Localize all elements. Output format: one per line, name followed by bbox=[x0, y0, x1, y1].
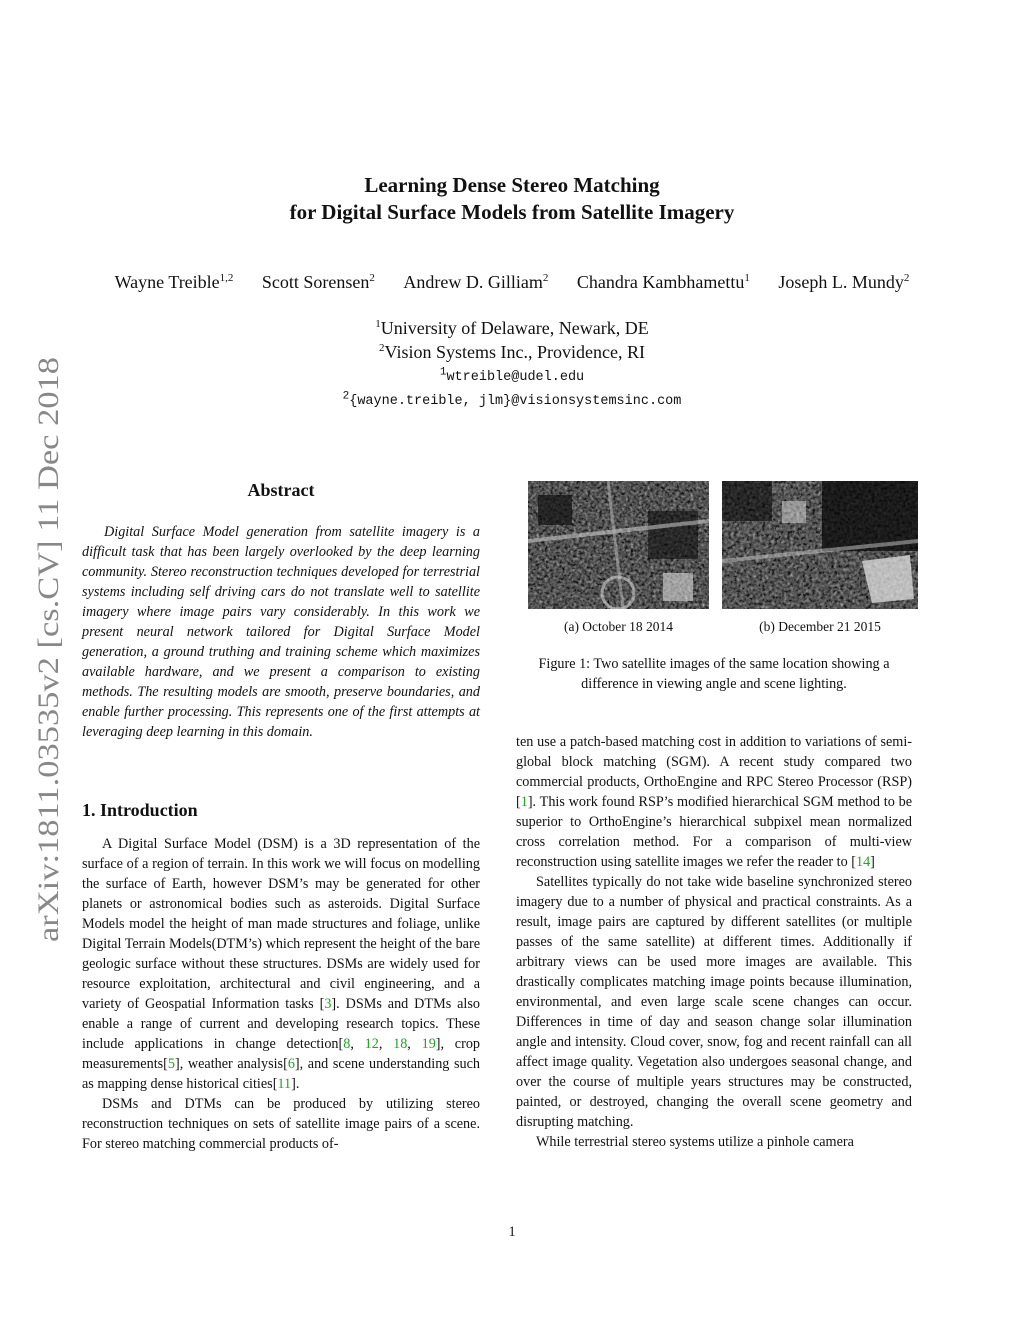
author-affil: 1,2 bbox=[219, 272, 234, 284]
author bbox=[262, 272, 375, 292]
figure-caption: Figure 1: Two satellite images of the same location showing a difference in viewing angle and scene lighting. bbox=[538, 656, 890, 692]
author bbox=[403, 272, 548, 292]
author bbox=[115, 272, 234, 292]
satellite-image-october bbox=[528, 481, 709, 609]
arxiv-stamp-text: arXiv:1811.03535v2 [cs.CV] 11 Dec 2018 bbox=[32, 432, 65, 942]
title-line-1: Learning Dense Stereo Matching bbox=[364, 173, 660, 197]
email bbox=[0, 390, 1024, 414]
paragraph: DSMs and DTMs can be produced by utilizing stereo reconstruction techniques on sets of satellite image pairs of a scene. For stereo matching commercial products of- bbox=[82, 1096, 480, 1152]
citation-link[interactable]: 3 bbox=[324, 996, 332, 1012]
email-text[interactable]: wtreible@udel.edu bbox=[446, 370, 585, 385]
author-name: Scott Sorensen bbox=[261, 272, 370, 292]
abstract-heading: Abstract bbox=[247, 480, 315, 500]
affiliation bbox=[0, 316, 1024, 340]
author-list bbox=[0, 270, 1024, 294]
author-affil: 2 bbox=[903, 272, 910, 284]
author-name: Joseph L. Mundy bbox=[778, 272, 904, 292]
page-number: 1 bbox=[508, 1224, 516, 1240]
section-heading: 1. Introduction bbox=[82, 800, 198, 820]
citation-link[interactable]: 1 bbox=[520, 794, 528, 810]
citation-link[interactable]: 8 bbox=[343, 1036, 351, 1052]
email-marker: 1 bbox=[439, 366, 447, 379]
author-name: Chandra Kambhamettu bbox=[576, 272, 745, 292]
email bbox=[0, 366, 1024, 390]
paragraph: A Digital Surface Model (DSM) is a 3D representation of the surface of a region of terrain. In this work we will focus on modelling the surface of Earth, however DSM’s may be generated for other planets or astronomical bodies such as asteroids. Digital Surface Models model the height of man made structures and foliage, unlike Digital Terrain Models(DTM’s) which represent the height of the bare geologic surface without these structures. DSMs are widely used for resource exploitation, architectural and civil engineering, and a variety of Geospatial Information tasks [3]. DSMs and DTMs also enable a range of current and developing research topics. These include applications in change detection[8, 12, 18, 19], crop measurements[5], weather analysis[6], and scene understanding such as mapping dense historical cities[11]. bbox=[82, 836, 481, 1092]
affiliation bbox=[0, 340, 1024, 364]
citation-link[interactable]: 14 bbox=[855, 854, 871, 870]
affiliation-marker: 1 bbox=[375, 318, 381, 330]
paragraph: Satellites typically do not take wide baseline synchronized stereo imagery due to a number of physical and practical constraints. As a result, image pairs are captured by different satellites (or multiple passes of the same satellite) at different times. Additionally if arbitrary views can be used more images are available. This drastically complicates matching image points because illumination, environmental, and even large scale scene changes can occur. Differences in time of day and season change solar illumination angle and intensity. Cloud cover, snow, fog and recent rainfall can all affect image quality. Vegetation also undergoes seasonal change, and over the course of multiple years structures may be constructed, painted, or destroyed, changing the overall scene geometry and disrupting matching. bbox=[516, 874, 912, 1130]
author bbox=[577, 272, 750, 292]
title-line-2: for Digital Surface Models from Satellite Imagery bbox=[289, 200, 735, 224]
right-column-text bbox=[516, 732, 912, 1152]
arxiv-stamp bbox=[18, 352, 74, 947]
paragraph: While terrestrial stereo systems utilize a pinhole camera bbox=[536, 1134, 854, 1150]
affiliation-text: Vision Systems Inc., Providence, RI bbox=[384, 342, 645, 362]
emails bbox=[0, 366, 1024, 414]
paragraph: ten use a patch-based matching cost in addition to variations of semi-global block matching (SGM). A recent study compared two commercial products, OrthoEngine and RPC Stereo Processor (RSP)[1]. This work found RSP’s modified hierarchical SGM method to be superior to OrthoEngine’s hierarchical subpixel mean normalized cross correlation method. For a comparison of multi-view reconstruction using satellite images we refer the reader to [14] bbox=[516, 734, 912, 870]
affiliations bbox=[0, 316, 1024, 364]
citation-link[interactable]: 6 bbox=[287, 1056, 295, 1072]
author-affil: 2 bbox=[369, 272, 375, 284]
citation-link[interactable]: 5 bbox=[167, 1056, 175, 1072]
email-marker: 2 bbox=[342, 390, 350, 403]
author-affil: 1 bbox=[744, 272, 750, 284]
author-name: Wayne Treible bbox=[114, 272, 220, 292]
citation-link[interactable]: 11 bbox=[277, 1076, 292, 1092]
citation-link[interactable]: 19 bbox=[421, 1036, 436, 1052]
satellite-image-december bbox=[722, 481, 918, 609]
paper-title bbox=[0, 172, 1024, 226]
affiliation-text: University of Delaware, Newark, DE bbox=[380, 318, 649, 338]
left-column-text bbox=[82, 834, 480, 1154]
citation-link[interactable]: 12 bbox=[364, 1036, 379, 1052]
subfigure-caption: (a) October 18 2014 bbox=[563, 619, 674, 634]
abstract-body: Digital Surface Model generation from satellite imagery is a difficult task that has been largely overlooked by the deep learning community. Stereo reconstruction techniques developed for terrestrial systems including self driving cars do not translate well to satellite imagery where image pairs vary considerably. In this work we present neural network tailored for Digital Surface Model generation, a ground truthing and training scheme which maximizes available hardware, and we present a comparison to existing methods. The resulting models are smooth, preserve boundaries, and enable further processing. This represents one of the first attempts at leveraging deep learning in this domain. bbox=[82, 524, 480, 740]
affiliation-marker: 2 bbox=[379, 342, 385, 354]
author-affil: 2 bbox=[542, 272, 549, 284]
author-name: Andrew D. Gilliam bbox=[403, 272, 543, 292]
email-text[interactable]: {wayne.treible, jlm}@visionsystemsinc.com bbox=[349, 394, 682, 409]
citation-link[interactable]: 18 bbox=[393, 1036, 408, 1052]
author bbox=[778, 272, 909, 292]
subfigure-caption: (b) December 21 2015 bbox=[759, 619, 881, 634]
